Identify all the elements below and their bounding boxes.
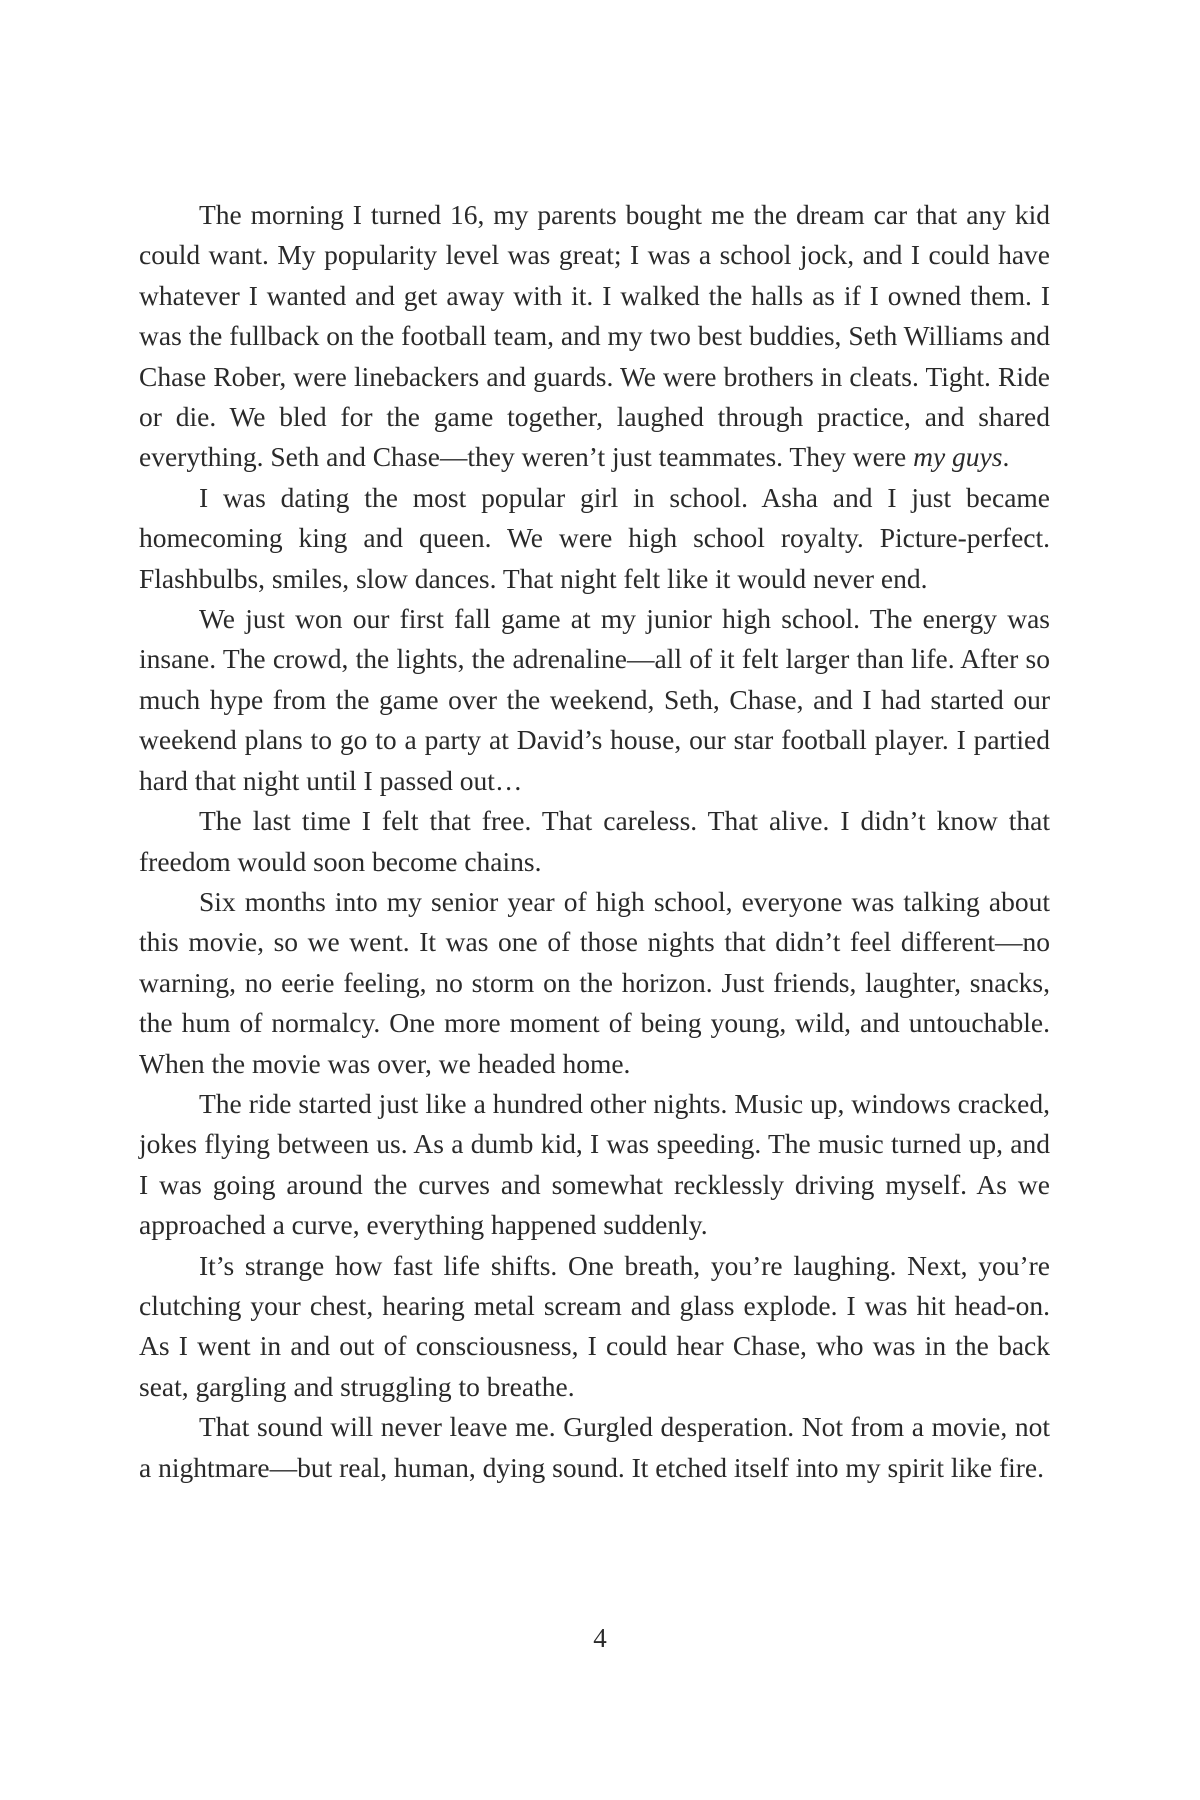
paragraph-7: It’s strange how fast life shifts. One breath, you’re laughing. Next, you’re clutching your chest, hearing metal scream and glass explode. I was hit head-on. As I went in and out of consciousness, I could hear Chase, who was in the back seat, gargling and struggling to breathe. [139, 1249, 1050, 1402]
paragraph-1-text: The morning I turned 16, my parents bought me the dream car that any kid could want. My popularity level was great; I was a school jock, and I could have whatever I wanted and get away with it. I walked the halls as if I owned them. I was the fullback on the football team, and my two best buddies, Seth Williams and Chase Rober, were linebackers and guards. We were brothers in cleats. Tight. Ride or die. We bled for the game together, laughed through practice, and shared everything. Seth and Chase—they weren’t just teammates. They were [139, 199, 1050, 473]
paragraph-1-tail: . [1002, 441, 1010, 473]
paragraph-6: The ride started just like a hundred other nights. Music up, windows cracked, jokes flying between us. As a dumb kid, I was speeding. The music turned up, and I was going around the curves and somewhat recklessly driving myself. As we approached a curve, everything happened suddenly. [139, 1087, 1050, 1241]
paragraph-8: That sound will never leave me. Gurgled desperation. Not from a movie, not a nightmare—but real, human, dying sound. It etched itself into my spirit like fire. [139, 1411, 1050, 1483]
paragraph-1-emphasis: my guys [913, 441, 1003, 473]
paragraph-4: The last time I felt that free. That careless. That alive. I didn’t know that freedom would soon become chains. [139, 805, 1050, 877]
body-text [139, 195, 1050, 1488]
page-number: 4 [593, 1623, 607, 1653]
paragraph-3: We just won our first fall game at my junior high school. The energy was insane. The crowd, the lights, the adrenaline—all of it felt larger than life. After so much hype from the game over the weekend, Seth, Chase, and I had started our weekend plans to go to a party at David’s house, our star football player. I partied hard that night until I passed out… [139, 603, 1050, 796]
paragraph-1 [139, 195, 1050, 478]
paragraph-5: Six months into my senior year of high school, everyone was talking about this movie, so we went. It was one of those nights that didn’t feel different—no warning, no eerie feeling, no storm on the horizon. Just friends, laughter, snacks, the hum of normalcy. One more moment of being young, wild, and untouchable. When the movie was over, we headed home. [139, 885, 1050, 1079]
paragraph-2: I was dating the most popular girl in school. Asha and I just became homecoming king and queen. We were high school royalty. Picture-perfect. Flashbulbs, smiles, slow dances. That night felt like it would never end. [139, 481, 1050, 594]
